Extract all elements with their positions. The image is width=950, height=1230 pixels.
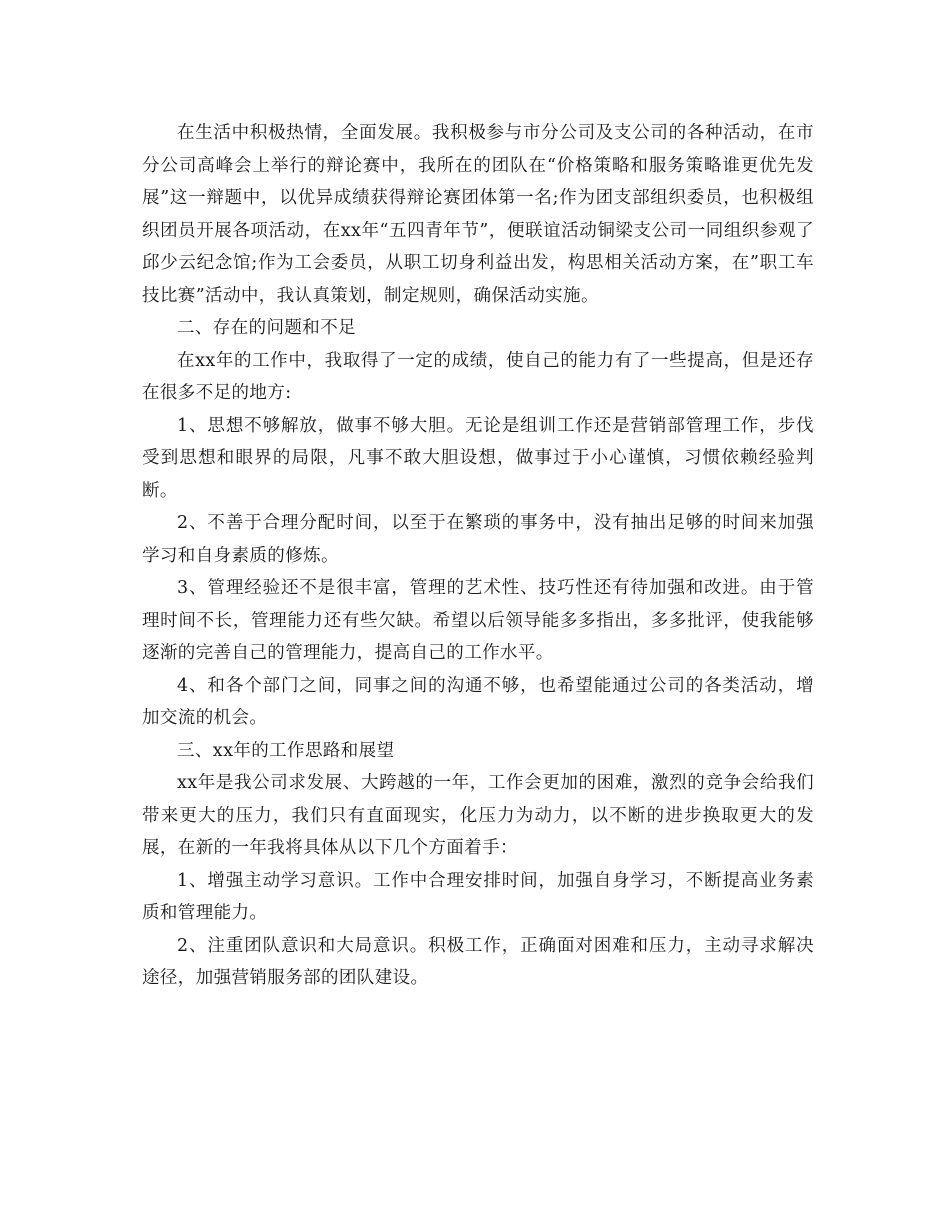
paragraph-problem-1: 1、思想不够解放，做事不够大胆。无论是组训工作还是营销部管理工作，步伐受到思想和眼界的局限，凡事不敢大胆设想，做事过于小心谨慎，习惯依赖经验判断。: [142, 415, 814, 501]
paragraph-plan-2: 2、注重团队意识和大局意识。积极工作，正确面对困难和压力，主动寻求解决途径，加强营销服务部的团队建设。: [142, 935, 814, 988]
paragraph-outlook-intro: xx年是我公司求发展、大跨越的一年，工作会更加的困难，激烈的竞争会给我们带来更大的压力，我们只有直面现实，化压力为动力，以不断的进步换取更大的发展，在新的一年我将具体从以下几个方面着手：: [142, 773, 814, 858]
section-heading-problems: 二、存在的问题和不足: [177, 318, 356, 338]
section-heading-outlook: 三、xx年的工作思路和展望: [177, 740, 395, 761]
paragraph-activities: 在生活中积极热情，全面发展。我积极参与市分公司及支公司的各种活动，在市分公司高峰会上举行的辩论赛中，我所在的团队在“价格策略和服务策略谁更优先发展”这一辩题中，以优异成绩获得辩论赛团体第一名;作为团支部组织委员，也积极组织团员开展各项活动，在xx年“五四青年节”，便联谊活动铜梁支公司一同组织参观了邱少云纪念馆;作为工会委员，从职工切身利益出发，构思相关活动方案，在”职工车技比赛”活动中，我认真策划，制定规则，确保活动实施。: [142, 123, 814, 306]
paragraph-plan-1: 1、增强主动学习意识。工作中合理安排时间，加强自身学习，不断提高业务素质和管理能力。: [142, 870, 814, 923]
paragraph-problem-3: 3、管理经验还不是很丰富，管理的艺术性、技巧性还有待加强和改进。由于管理时间不长，管理能力还有些欠缺。希望以后领导能多多指出，多多批评，使我能够逐渐的完善自己的管理能力，提高自己的工作水平。: [142, 578, 814, 663]
paragraph-problems-intro: 在xx年的工作中，我取得了一定的成绩，使自己的能力有了一些提高，但是还存在很多不足的地方:: [142, 350, 814, 403]
paragraph-problem-4: 4、和各个部门之间，同事之间的沟通不够，也希望能通过公司的各类活动，增加交流的机会。: [142, 675, 814, 728]
paragraph-problem-2: 2、不善于合理分配时间，以至于在繁琐的事务中，没有抽出足够的时间来加强学习和自身素质的修炼。: [142, 513, 814, 566]
document-body: [142, 117, 814, 995]
